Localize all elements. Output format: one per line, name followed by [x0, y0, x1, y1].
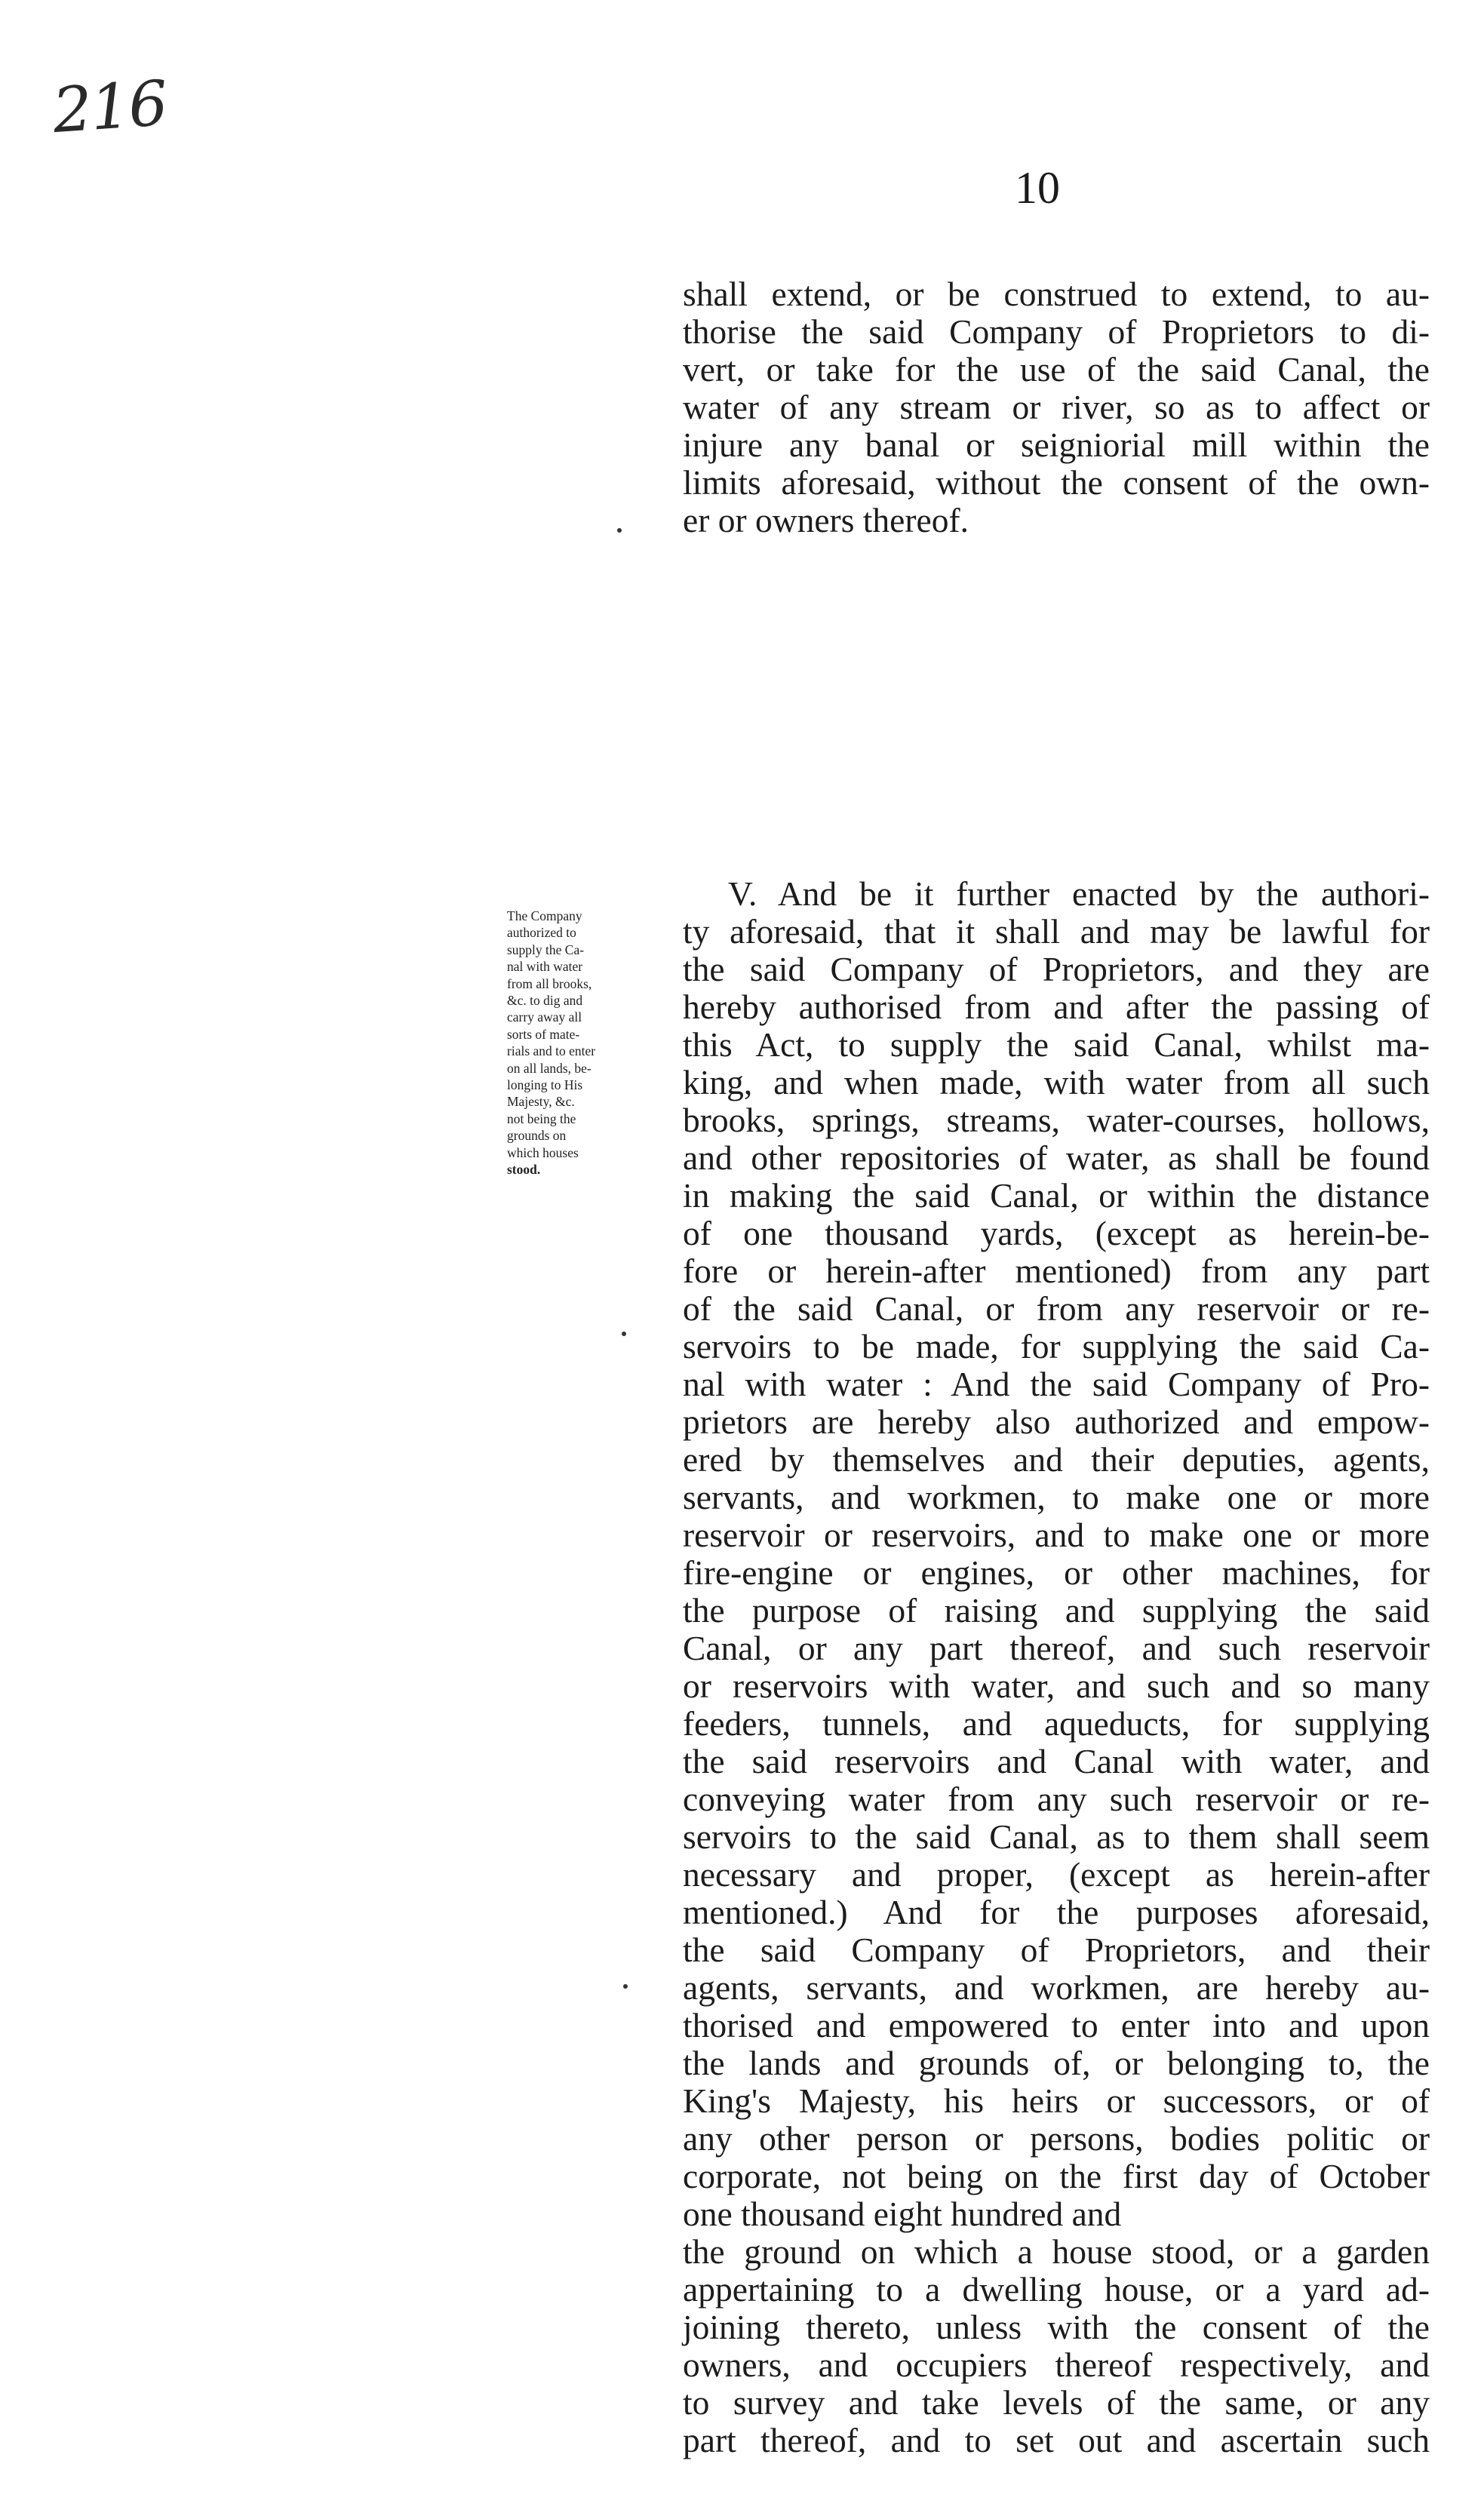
- text-line: feeders, tunnels, and aqueducts, for supplying: [683, 1704, 1430, 1743]
- print-speck: [623, 1984, 628, 1989]
- text-line: thorise the said Company of Proprietors to di-: [683, 312, 1430, 351]
- text-line: the purpose of raising and supplying the said: [683, 1591, 1430, 1630]
- text-line: necessary and proper, (except as herein-after: [683, 1855, 1430, 1894]
- text-line: of the said Canal, or from any reservoir or re-: [683, 1289, 1430, 1328]
- text-line: reservoir or reservoirs, and to make one or more: [683, 1516, 1430, 1554]
- text-line: shall extend, or be construed to extend, to au-: [683, 275, 1430, 313]
- print-speck: [617, 528, 622, 533]
- text-line: ered by themselves and their deputies, agents,: [683, 1440, 1430, 1479]
- text-line: the lands and grounds of, or belonging to, the: [683, 2044, 1430, 2082]
- margin-note-line: carry away all: [507, 1009, 582, 1025]
- text-line: this Act, to supply the said Canal, whilst ma-: [683, 1025, 1430, 1064]
- margin-note-line: rials and to enter: [507, 1043, 596, 1059]
- text-line: corporate, not being on the first day of October: [683, 2157, 1430, 2195]
- text-line: the said reservoirs and Canal with water, and: [683, 1742, 1430, 1780]
- text-line: one thousand eight hundred and: [683, 2195, 1122, 2233]
- margin-note-line: &c. to dig and: [507, 993, 583, 1009]
- text-line: hereby authorised from and after the passing of: [683, 988, 1430, 1026]
- text-line: brooks, springs, streams, water-courses, hollows,: [683, 1101, 1430, 1139]
- handwritten-folio: 216: [50, 67, 169, 148]
- margin-note-line: authorized to: [507, 925, 576, 941]
- text-line: and other repositories of water, as shall be found: [683, 1138, 1430, 1177]
- margin-note-line: on all lands, be-: [507, 1060, 591, 1076]
- text-line: the said Company of Proprietors, and they are: [683, 950, 1430, 988]
- margin-note-line: The Company: [507, 908, 582, 923]
- text-line: injure any banal or seigniorial mill within the: [683, 425, 1430, 464]
- text-line: prietors are hereby also authorized and empow-: [683, 1402, 1430, 1441]
- text-line: part thereof, and to set out and ascertain such: [683, 2421, 1430, 2459]
- text-line: Canal, or any part thereof, and such reservoir: [683, 1629, 1430, 1667]
- page-number: 10: [1015, 163, 1060, 213]
- margin-note-line: Majesty, &c.: [507, 1094, 575, 1110]
- text-line: nal with water : And the said Company of Pro-: [683, 1365, 1430, 1403]
- text-line: conveying water from any such reservoir or re-: [683, 1780, 1430, 1818]
- margin-note-line: grounds on: [507, 1128, 567, 1144]
- text-line: owners, and occupiers thereof respectively, and: [683, 2345, 1430, 2384]
- text-line: the said Company of Proprietors, and their: [683, 1931, 1430, 1969]
- text-line: thorised and empowered to enter into and upon: [683, 2006, 1430, 2044]
- text-line: fore or herein-after mentioned) from any part: [683, 1252, 1430, 1290]
- margin-note-line: stood.: [507, 1162, 541, 1178]
- text-line: in making the said Canal, or within the distance: [683, 1176, 1430, 1215]
- text-line: ty aforesaid, that it shall and may be lawful for: [683, 912, 1430, 951]
- text-line: vert, or take for the use of the said Canal, the: [683, 350, 1430, 389]
- margin-note-line: nal with water: [507, 959, 583, 975]
- section-heading-line: V. And be it further enacted by the authori-: [728, 874, 1430, 913]
- text-line: servoirs to be made, for supplying the said Ca-: [683, 1327, 1430, 1365]
- margin-note-line: which houses: [507, 1144, 579, 1160]
- margin-note-line: sorts of mate-: [507, 1026, 580, 1042]
- print-speck: [622, 1332, 626, 1336]
- text-line: the ground on which a house stood, or a garden: [683, 2232, 1430, 2271]
- text-line: of one thousand yards, (except as herein-be-: [683, 1214, 1430, 1252]
- text-line: er or owners thereof.: [683, 501, 969, 539]
- text-line: agents, servants, and workmen, are hereby au-: [683, 1968, 1430, 2007]
- text-line: king, and when made, with water from all such: [683, 1063, 1430, 1101]
- text-line: servoirs to the said Canal, as to them shall seem: [683, 1817, 1430, 1856]
- text-line: fire-engine or engines, or other machines, for: [683, 1553, 1430, 1592]
- margin-note: [507, 908, 650, 1178]
- text-line: joining thereto, unless with the consent of the: [683, 2308, 1430, 2346]
- text-line: to survey and take levels of the same, or any: [683, 2383, 1430, 2422]
- text-line: mentioned.) And for the purposes aforesaid,: [683, 1893, 1430, 1931]
- text-line: any other person or persons, bodies politic or: [683, 2119, 1430, 2158]
- text-line: limits aforesaid, without the consent of the own-: [683, 463, 1430, 502]
- text-line: servants, and workmen, to make one or more: [683, 1478, 1430, 1516]
- margin-note-line: not being the: [507, 1111, 576, 1126]
- margin-note-line: from all brooks,: [507, 975, 592, 991]
- margin-note-line: supply the Ca-: [507, 942, 585, 957]
- text-line: or reservoirs with water, and such and so many: [683, 1667, 1430, 1705]
- text-line: water of any stream or river, so as to affect or: [683, 388, 1430, 426]
- text-line: King's Majesty, his heirs or successors, or of: [683, 2081, 1430, 2120]
- margin-note-line: longing to His: [507, 1077, 583, 1093]
- text-line: appertaining to a dwelling house, or a yard ad-: [683, 2270, 1430, 2309]
